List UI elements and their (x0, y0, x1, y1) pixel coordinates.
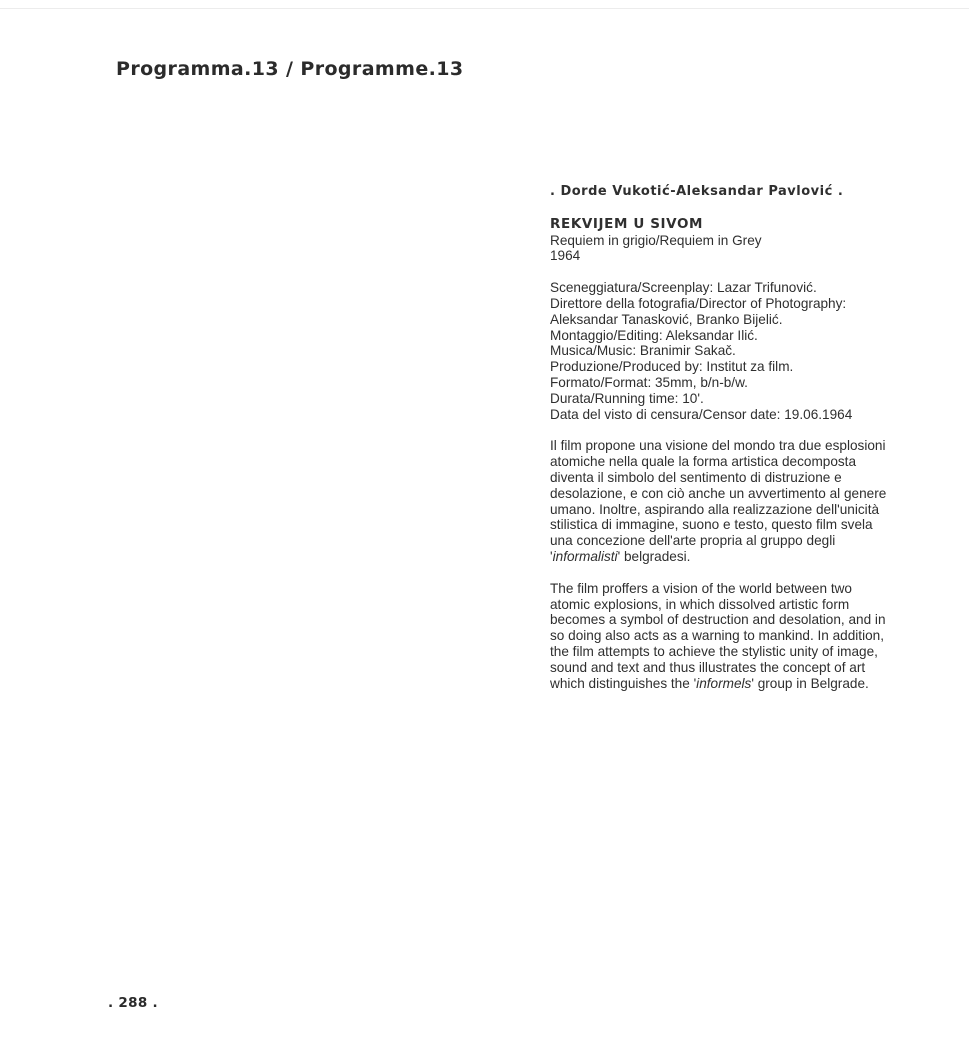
film-entry (550, 184, 895, 691)
credit-line: Direttore della fotografia/Director of Photography: (550, 295, 847, 311)
credit-line: Data del visto di censura/Censor date: 19.06.1964 (550, 406, 853, 422)
italian-description (550, 438, 895, 564)
english-italic-term: informels (696, 675, 752, 691)
credit-line: Montaggio/Editing: Aleksandar Ilić. (550, 327, 758, 343)
film-credits (550, 280, 895, 422)
italian-italic-term: informalisti (552, 548, 618, 564)
credit-line: Durata/Running time: 10'. (550, 390, 704, 406)
page-header: Programma.13 / Programme.13 (116, 58, 464, 80)
film-subtitle: Requiem in grigio/Requiem in Grey (550, 232, 762, 248)
italian-text: Il film propone una visione del mondo tra due esplosioni atomiche nella quale la forma artistica decomposta diventa il simbolo del sentimento di distruzione e desolazione, e con ciò anche un avvertimento al genere umano. Inoltre, aspirando alla realizzazione dell'unicità stilistica di immagine, suono e testo, questo film svela una concezione dell'arte propria al gruppo degli ' (550, 438, 887, 564)
italian-text-end: ' belgradesi. (617, 548, 691, 564)
credit-line: Sceneggiatura/Screenplay: Lazar Trifunović. (550, 280, 817, 296)
page-number: . 288 . (108, 995, 158, 1011)
film-authors: . Dorde Vukotić-Aleksandar Pavlović . (550, 184, 844, 199)
english-description (550, 581, 895, 692)
credit-line: Aleksandar Tanasković, Branko Bijelić. (550, 311, 783, 327)
film-year: 1964 (550, 248, 581, 264)
credit-line: Formato/Format: 35mm, b/n-b/w. (550, 374, 748, 390)
credit-line: Produzione/Produced by: Institut za film. (550, 359, 794, 375)
top-rule (0, 8, 969, 9)
film-title: REKVIJEM U SIVOM (550, 215, 704, 232)
english-text: The film proffers a vision of the world between two atomic explosions, in which dissolved artistic form becomes a symbol of destruction and desolation, and in so doing also acts as a warning to mankind. In addition, the film attempts to achieve the stylistic unity of image, sound and text and thus illustrates the concept of art which distinguishes the ' (550, 580, 886, 691)
english-text-end: ' group in Belgrade. (751, 675, 869, 691)
credit-line: Musica/Music: Branimir Sakač. (550, 343, 736, 359)
